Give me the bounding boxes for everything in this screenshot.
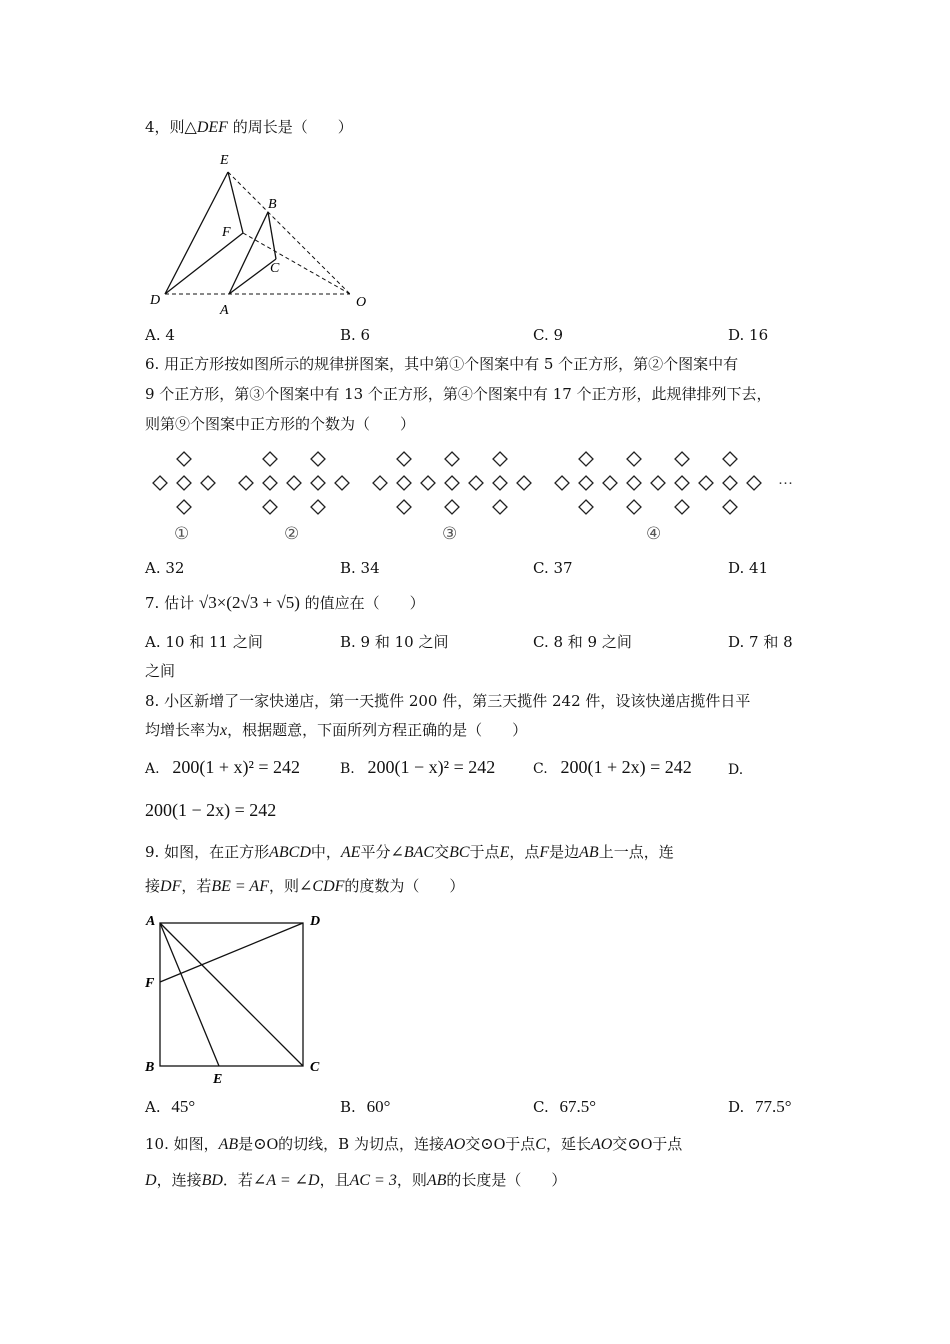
q9-line-1: [145, 842, 674, 863]
q9-text-2a: 接: [145, 877, 161, 895]
q7-prefix: 7. 估计: [145, 594, 195, 612]
q8-option-c-expr: 200(1 + 2x) = 242: [560, 757, 692, 777]
q10-text-a: 10. 如图，: [145, 1135, 219, 1153]
q9-option-a-letter: A.: [145, 1098, 161, 1116]
q9-option-b-value: 60°: [366, 1097, 391, 1116]
q10-text-2f: ，且: [319, 1171, 350, 1189]
q9-math-bac: ∠BAC: [390, 844, 435, 861]
q5-option-a[interactable]: A. 4: [145, 326, 175, 344]
q10-line-2: [145, 1170, 566, 1191]
q8-line-2-suffix: ，根据题意，下面所列方程正确的是（ ）: [227, 721, 528, 739]
q8-option-d-expr-line: [145, 800, 276, 821]
q8-line-2: [145, 720, 527, 741]
q6-pattern-2: [239, 452, 349, 514]
q10-math-ab-2: AB: [426, 1172, 447, 1189]
q6-option-c[interactable]: C. 37: [533, 559, 573, 577]
q5-stem-math: △DEF: [184, 119, 228, 136]
q10-line-1: [145, 1134, 682, 1155]
q6-option-d[interactable]: D. 41: [728, 559, 769, 577]
q9-text-m: 是边: [549, 843, 580, 861]
q9-math-abcd: ABCD: [269, 844, 311, 861]
q6-pattern-figure: [140, 445, 820, 550]
q6-pattern-3: [373, 452, 531, 514]
q10-text-2h: ，则: [396, 1171, 427, 1189]
q5-label-D: D: [150, 293, 161, 308]
q6-pattern-label-2: ②: [284, 524, 300, 543]
q9-option-c[interactable]: [533, 1097, 596, 1117]
q9-label-D: D: [310, 914, 321, 929]
q6-pattern-label-4: ④: [646, 524, 662, 543]
q9-option-b[interactable]: [340, 1097, 390, 1117]
q9-option-d-letter: D.: [728, 1098, 745, 1116]
q7-stem: [145, 593, 425, 613]
q10-math-d: D: [145, 1172, 157, 1189]
q10-math-ao: AO: [443, 1136, 466, 1153]
q9-text-a: 9. 如图，在正方形: [145, 843, 270, 861]
q9-label-C: C: [310, 1060, 320, 1075]
q7-option-b[interactable]: B. 9 和 10 之间: [340, 633, 449, 651]
q8-option-c[interactable]: [533, 757, 692, 779]
q9-option-d[interactable]: [728, 1097, 792, 1117]
q6-pattern-label-3: ③: [442, 524, 458, 543]
q8-line-2-prefix: 均增长率为: [145, 721, 221, 739]
q5-stem: [145, 117, 353, 138]
q5-label-F: F: [222, 225, 231, 240]
q7-expression: √3×(2√3 + √5): [198, 593, 300, 612]
q9-label-B: B: [145, 1060, 155, 1075]
q9-math-f: F: [539, 844, 550, 861]
q9-label-E: E: [213, 1072, 223, 1087]
q8-option-b-expr: 200(1 − x)² = 242: [367, 757, 496, 777]
q8-option-a[interactable]: [145, 757, 300, 779]
q10-text-2b: ，连接: [156, 1171, 202, 1189]
q9-text-k: ，点: [509, 843, 540, 861]
q9-math-e: E: [499, 844, 510, 861]
q9-line-2: [145, 876, 464, 897]
q10-math-c: C: [535, 1136, 546, 1153]
q9-text-2g: 的度数为（ ）: [344, 877, 465, 895]
q8-option-b[interactable]: [340, 757, 495, 779]
q10-math-circle-o-3: ⊙O: [627, 1136, 653, 1153]
q9-text-e: 平分: [360, 843, 391, 861]
q8-option-d-letter: D.: [728, 762, 744, 778]
q7-option-c[interactable]: C. 8 和 9 之间: [533, 633, 632, 651]
q8-option-d-expr: 200(1 − 2x) = 242: [145, 800, 277, 820]
q8-option-d[interactable]: [728, 759, 743, 780]
q6-ellipsis: ···: [778, 476, 793, 492]
q6-option-a[interactable]: A. 32: [145, 559, 185, 577]
q10-text-i: 于点: [505, 1135, 536, 1153]
q5-label-O: O: [356, 295, 367, 310]
q6-line-1: 6. 用正方形按如图所示的规律拼图案，其中第①个图案中有 5 个正方形，第②个图案中有: [145, 355, 739, 373]
q10-text-m: 交: [612, 1135, 628, 1153]
q9-text-o: 上一点，连: [598, 843, 674, 861]
q9-option-c-value: 67.5°: [559, 1097, 597, 1116]
q9-label-A: A: [146, 914, 156, 929]
q10-math-ac-3: AC = 3: [349, 1172, 397, 1189]
q10-text-c: 是: [238, 1135, 254, 1153]
q9-text-2c: ，若: [181, 877, 212, 895]
q6-pattern-1: [153, 452, 215, 514]
q9-math-df: DF: [160, 878, 182, 895]
q7-option-d-wrap: 之间: [145, 662, 176, 680]
q10-math-circle-o-2: ⊙O: [480, 1136, 506, 1153]
q10-text-o: 于点: [652, 1135, 683, 1153]
q9-label-F: F: [145, 976, 155, 991]
q5-figure: [140, 148, 380, 318]
q10-text-g: 交: [465, 1135, 481, 1153]
q8-option-b-letter: B.: [340, 761, 355, 777]
q5-stem-prefix: 4，则: [145, 118, 185, 136]
q10-math-angle-eq: ∠A = ∠D: [252, 1172, 320, 1189]
q5-label-B: B: [268, 197, 277, 212]
q5-option-b[interactable]: B. 6: [340, 326, 371, 344]
q10-math-bd: BD: [201, 1172, 223, 1189]
q9-math-ab: AB: [579, 844, 599, 861]
q5-label-C: C: [270, 261, 280, 276]
q6-line-2: 9 个正方形，第③个图案中有 13 个正方形，第④个图案中有 17 个正方形，此规律排列下去，: [145, 385, 772, 403]
q6-line-3: 则第⑨个图案中正方形的个数为（ ）: [145, 415, 416, 433]
q5-stem-suffix: 的周长是（ ）: [227, 118, 353, 136]
q9-text-2e: ，则: [268, 877, 299, 895]
q9-option-c-letter: C.: [533, 1098, 549, 1116]
q8-variable-x: x: [220, 722, 228, 739]
q10-text-k: ，延长: [545, 1135, 591, 1153]
q10-math-ao-2: AO: [590, 1136, 613, 1153]
q9-option-b-letter: B.: [340, 1098, 356, 1116]
q6-pattern-label-1: ①: [174, 524, 190, 543]
q9-option-d-value: 77.5°: [755, 1097, 792, 1116]
q9-math-be-af: BE = AF: [211, 878, 269, 895]
q9-math-bc: BC: [449, 844, 470, 861]
q10-math-circle-o: ⊙O: [253, 1136, 279, 1153]
q10-math-ab: AB: [218, 1136, 239, 1153]
q9-option-a-value: 45°: [171, 1097, 196, 1116]
q9-text-g: 交: [434, 843, 450, 861]
q8-option-a-letter: A.: [145, 761, 160, 777]
q7-suffix: 的值应在（ ）: [304, 594, 425, 612]
q9-option-a[interactable]: [145, 1097, 195, 1117]
q10-text-2j: 的长度是（ ）: [446, 1171, 567, 1189]
q7-option-d[interactable]: D. 7 和 8: [728, 633, 793, 651]
q5-option-c[interactable]: C. 9: [533, 326, 564, 344]
q5-label-E: E: [220, 153, 229, 168]
q5-label-A: A: [220, 303, 229, 318]
q6-option-b[interactable]: B. 34: [340, 559, 380, 577]
q9-text-i: 于点: [469, 843, 500, 861]
q10-text-2d: ．若: [222, 1171, 253, 1189]
q8-option-c-letter: C.: [533, 761, 548, 777]
q9-math-ae: AE: [340, 844, 361, 861]
q8-line-1: 8. 小区新增了一家快递店，第一天揽件 200 件，第三天揽件 242 件，设该快递店揽件日平: [145, 692, 751, 710]
q6-pattern-4: [555, 452, 761, 514]
q5-option-d[interactable]: D. 16: [728, 326, 769, 344]
q9-math-cdf: ∠CDF: [298, 878, 345, 895]
q9-figure: [140, 905, 340, 1090]
q9-text-c: 中，: [310, 843, 341, 861]
q10-text-e: 的切线，B 为切点，连接: [278, 1135, 444, 1153]
q8-option-a-expr: 200(1 + x)² = 242: [172, 757, 301, 777]
q7-option-a[interactable]: A. 10 和 11 之间: [145, 633, 263, 651]
